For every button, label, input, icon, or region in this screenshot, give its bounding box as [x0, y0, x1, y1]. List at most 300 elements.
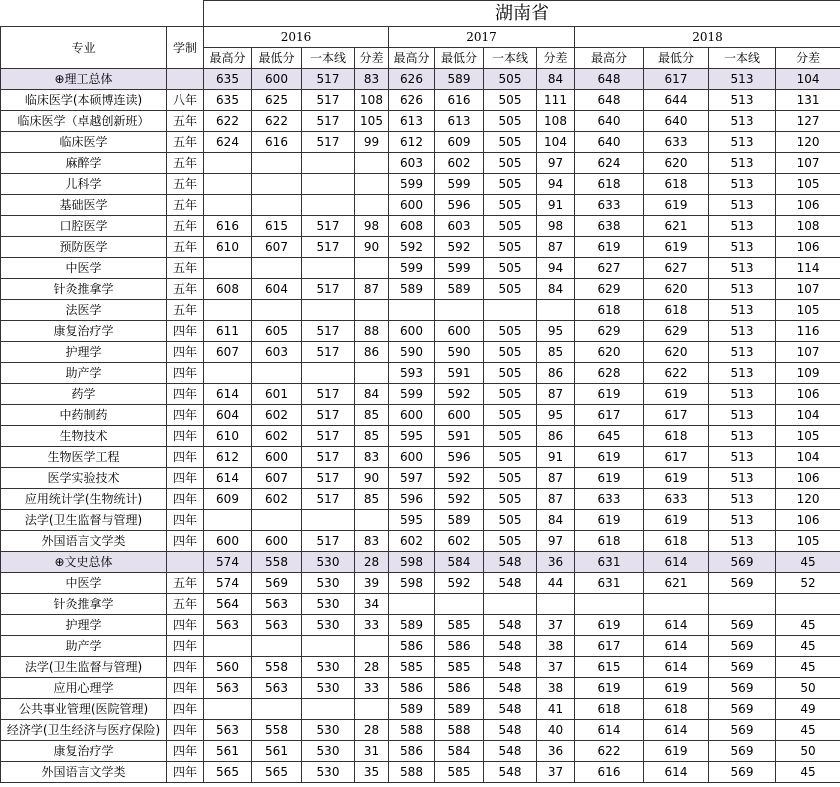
2018-first-tier-line: 513 — [709, 111, 776, 132]
table-row — [1, 741, 840, 762]
2016-max-score: 610 — [204, 237, 252, 258]
2017-max-score: 600 — [389, 195, 435, 216]
2018-max-score: 645 — [575, 426, 644, 447]
2017-min-score: 586 — [435, 636, 484, 657]
2017-min-score: 592 — [435, 384, 484, 405]
2017-max-score: 598 — [389, 552, 435, 573]
sub-header-2017-3: 分差 — [537, 48, 575, 69]
2017-max-score: 600 — [389, 447, 435, 468]
2017-score-gap: 97 — [537, 531, 575, 552]
2016-min-score: 563 — [252, 678, 302, 699]
major-name[interactable]: ⊕文史总体 — [1, 552, 167, 573]
2018-first-tier-line — [709, 594, 776, 615]
2016-max-score: 616 — [204, 216, 252, 237]
table-row — [1, 174, 840, 195]
2018-score-gap: 52 — [776, 573, 840, 594]
2018-first-tier-line: 513 — [709, 174, 776, 195]
2016-first-tier-line: 517 — [302, 69, 355, 90]
2016-min-score: 558 — [252, 657, 302, 678]
2016-score-gap — [355, 300, 389, 321]
2017-min-score: 599 — [435, 174, 484, 195]
2016-min-score: 558 — [252, 552, 302, 573]
2017-score-gap: 87 — [537, 489, 575, 510]
table-row — [1, 300, 840, 321]
sub-header-2018-1: 最低分 — [644, 48, 709, 69]
2018-min-score: 617 — [644, 405, 709, 426]
major-name: 护理学 — [1, 615, 167, 636]
2018-min-score: 620 — [644, 153, 709, 174]
2017-min-score: 596 — [435, 447, 484, 468]
2018-score-gap: 114 — [776, 258, 840, 279]
year-2017-header: 2017 — [389, 27, 575, 48]
2016-max-score — [204, 699, 252, 720]
2017-max-score: 588 — [389, 762, 435, 783]
table-row — [1, 384, 840, 405]
2016-min-score — [252, 300, 302, 321]
2018-min-score: 614 — [644, 762, 709, 783]
2017-max-score: 589 — [389, 615, 435, 636]
2017-min-score: 591 — [435, 363, 484, 384]
2016-score-gap: 85 — [355, 405, 389, 426]
2016-max-score — [204, 153, 252, 174]
table-row — [1, 594, 840, 615]
2016-first-tier-line — [302, 195, 355, 216]
2016-score-gap — [355, 510, 389, 531]
major-name: 助产学 — [1, 363, 167, 384]
sub-header-2017-1: 最低分 — [435, 48, 484, 69]
2016-score-gap — [355, 636, 389, 657]
2017-first-tier-line: 505 — [484, 90, 537, 111]
2018-min-score: 621 — [644, 573, 709, 594]
2016-score-gap: 28 — [355, 657, 389, 678]
2016-score-gap — [355, 153, 389, 174]
table-row — [1, 426, 840, 447]
2017-first-tier-line: 548 — [484, 552, 537, 573]
duration: 四年 — [167, 405, 204, 426]
2017-min-score: 591 — [435, 426, 484, 447]
2018-max-score: 619 — [575, 615, 644, 636]
2016-max-score — [204, 195, 252, 216]
2017-score-gap: 36 — [537, 552, 575, 573]
2016-first-tier-line: 517 — [302, 531, 355, 552]
2018-first-tier-line: 569 — [709, 741, 776, 762]
2017-min-score: 596 — [435, 195, 484, 216]
2016-max-score: 614 — [204, 468, 252, 489]
2017-score-gap: 104 — [537, 132, 575, 153]
2016-score-gap: 84 — [355, 384, 389, 405]
2017-max-score: 613 — [389, 111, 435, 132]
2018-first-tier-line: 513 — [709, 237, 776, 258]
2016-max-score: 610 — [204, 426, 252, 447]
table-row — [1, 447, 840, 468]
2017-first-tier-line: 548 — [484, 678, 537, 699]
duration: 四年 — [167, 678, 204, 699]
2016-min-score: 615 — [252, 216, 302, 237]
2016-score-gap: 83 — [355, 447, 389, 468]
major-name[interactable]: ⊕理工总体 — [1, 69, 167, 90]
2016-first-tier-line: 517 — [302, 342, 355, 363]
major-name: 康复治疗学 — [1, 321, 167, 342]
2017-min-score: 589 — [435, 279, 484, 300]
2016-first-tier-line — [302, 699, 355, 720]
2018-max-score: 619 — [575, 468, 644, 489]
duration: 五年 — [167, 300, 204, 321]
2016-first-tier-line: 517 — [302, 321, 355, 342]
2018-max-score: 616 — [575, 762, 644, 783]
2017-score-gap: 97 — [537, 153, 575, 174]
2018-max-score: 631 — [575, 552, 644, 573]
duration — [167, 69, 204, 90]
major-name: 临床医学(本硕博连读) — [1, 90, 167, 111]
duration: 五年 — [167, 174, 204, 195]
2018-min-score: 619 — [644, 741, 709, 762]
2016-max-score — [204, 258, 252, 279]
2016-first-tier-line — [302, 510, 355, 531]
2018-max-score: 619 — [575, 237, 644, 258]
2018-min-score: 619 — [644, 510, 709, 531]
2018-first-tier-line: 513 — [709, 69, 776, 90]
major-name: 法学(卫生监督与管理) — [1, 510, 167, 531]
2016-max-score: 561 — [204, 741, 252, 762]
2018-score-gap: 45 — [776, 762, 840, 783]
2017-min-score: 584 — [435, 552, 484, 573]
2018-max-score: 618 — [575, 174, 644, 195]
2016-min-score — [252, 510, 302, 531]
duration: 五年 — [167, 195, 204, 216]
duration: 四年 — [167, 384, 204, 405]
2016-max-score: 612 — [204, 447, 252, 468]
major-name: 中药制药 — [1, 405, 167, 426]
2016-max-score — [204, 636, 252, 657]
2016-first-tier-line — [302, 258, 355, 279]
2017-max-score: 626 — [389, 69, 435, 90]
summary-row — [1, 69, 840, 90]
2016-min-score: 563 — [252, 615, 302, 636]
2017-score-gap: 91 — [537, 195, 575, 216]
province-title: 湖南省 — [204, 1, 840, 27]
2017-score-gap: 36 — [537, 741, 575, 762]
2018-score-gap: 116 — [776, 321, 840, 342]
2016-min-score: 602 — [252, 426, 302, 447]
duration: 四年 — [167, 699, 204, 720]
major-name: 应用统计学(生物统计) — [1, 489, 167, 510]
table-row — [1, 636, 840, 657]
2018-score-gap: 127 — [776, 111, 840, 132]
2018-min-score: 618 — [644, 300, 709, 321]
2016-min-score: 607 — [252, 237, 302, 258]
2018-max-score: 620 — [575, 342, 644, 363]
2016-first-tier-line: 517 — [302, 216, 355, 237]
2016-max-score: 563 — [204, 678, 252, 699]
2017-min-score: 589 — [435, 510, 484, 531]
2017-min-score: 585 — [435, 657, 484, 678]
sub-header-2016-3: 分差 — [355, 48, 389, 69]
2017-score-gap: 91 — [537, 447, 575, 468]
2018-score-gap — [776, 594, 840, 615]
2016-max-score: 608 — [204, 279, 252, 300]
2017-first-tier-line: 505 — [484, 279, 537, 300]
major-name: 麻醉学 — [1, 153, 167, 174]
2016-max-score: 565 — [204, 762, 252, 783]
2017-max-score: 586 — [389, 741, 435, 762]
2018-first-tier-line: 569 — [709, 615, 776, 636]
table-row — [1, 657, 840, 678]
2018-max-score: 619 — [575, 384, 644, 405]
2016-score-gap: 83 — [355, 69, 389, 90]
2018-score-gap: 106 — [776, 510, 840, 531]
2016-first-tier-line: 517 — [302, 405, 355, 426]
duration: 五年 — [167, 111, 204, 132]
sub-header-2018-3: 分差 — [776, 48, 840, 69]
2016-score-gap — [355, 363, 389, 384]
2018-min-score: 618 — [644, 699, 709, 720]
2018-first-tier-line: 569 — [709, 678, 776, 699]
2018-max-score: 629 — [575, 279, 644, 300]
table-row — [1, 762, 840, 783]
2017-min-score: 600 — [435, 321, 484, 342]
major-name: 中医学 — [1, 573, 167, 594]
2018-min-score: 627 — [644, 258, 709, 279]
2017-score-gap: 94 — [537, 258, 575, 279]
2016-min-score: 569 — [252, 573, 302, 594]
2017-first-tier-line: 548 — [484, 573, 537, 594]
2016-score-gap: 39 — [355, 573, 389, 594]
table-row — [1, 720, 840, 741]
2018-score-gap: 106 — [776, 468, 840, 489]
major-name: 生物医学工程 — [1, 447, 167, 468]
table-row — [1, 195, 840, 216]
2017-max-score: 592 — [389, 237, 435, 258]
2018-first-tier-line: 513 — [709, 426, 776, 447]
2016-max-score: 611 — [204, 321, 252, 342]
2017-max-score: 612 — [389, 132, 435, 153]
2017-score-gap: 87 — [537, 468, 575, 489]
2017-min-score: 592 — [435, 237, 484, 258]
2016-min-score: 625 — [252, 90, 302, 111]
2017-score-gap: 38 — [537, 636, 575, 657]
2017-min-score: 603 — [435, 216, 484, 237]
2017-min-score — [435, 594, 484, 615]
2017-max-score: 586 — [389, 678, 435, 699]
2017-min-score: 590 — [435, 342, 484, 363]
2016-score-gap: 33 — [355, 615, 389, 636]
2018-min-score: 614 — [644, 636, 709, 657]
sub-header-2016-0: 最高分 — [204, 48, 252, 69]
2018-score-gap: 107 — [776, 153, 840, 174]
2017-score-gap: 84 — [537, 69, 575, 90]
2016-score-gap: 28 — [355, 552, 389, 573]
2018-min-score: 620 — [644, 279, 709, 300]
2018-score-gap: 45 — [776, 636, 840, 657]
2018-first-tier-line: 513 — [709, 279, 776, 300]
major-name: 口腔医学 — [1, 216, 167, 237]
2016-min-score: 561 — [252, 741, 302, 762]
2016-min-score: 600 — [252, 69, 302, 90]
2016-min-score: 607 — [252, 468, 302, 489]
2017-first-tier-line: 548 — [484, 615, 537, 636]
2016-min-score: 563 — [252, 594, 302, 615]
table-row — [1, 531, 840, 552]
2017-min-score: 589 — [435, 699, 484, 720]
2018-max-score: 619 — [575, 447, 644, 468]
2016-score-gap: 83 — [355, 531, 389, 552]
2017-first-tier-line: 505 — [484, 531, 537, 552]
2018-max-score: 638 — [575, 216, 644, 237]
duration: 四年 — [167, 447, 204, 468]
2018-score-gap: 131 — [776, 90, 840, 111]
table-row — [1, 615, 840, 636]
2018-score-gap: 105 — [776, 300, 840, 321]
2016-max-score: 574 — [204, 573, 252, 594]
2016-max-score: 607 — [204, 342, 252, 363]
2018-max-score: 624 — [575, 153, 644, 174]
2017-max-score: 588 — [389, 720, 435, 741]
2017-first-tier-line: 505 — [484, 363, 537, 384]
2018-min-score: 622 — [644, 363, 709, 384]
2016-min-score: 605 — [252, 321, 302, 342]
major-column-header: 专业 — [1, 27, 167, 69]
2018-first-tier-line: 569 — [709, 699, 776, 720]
duration: 四年 — [167, 720, 204, 741]
2018-first-tier-line: 569 — [709, 573, 776, 594]
duration-column-header: 学制 — [167, 27, 204, 69]
2017-first-tier-line: 505 — [484, 174, 537, 195]
2016-first-tier-line: 517 — [302, 132, 355, 153]
duration: 五年 — [167, 237, 204, 258]
2016-max-score — [204, 174, 252, 195]
2016-max-score: 635 — [204, 90, 252, 111]
2017-score-gap: 94 — [537, 174, 575, 195]
2017-score-gap: 40 — [537, 720, 575, 741]
table-row — [1, 363, 840, 384]
2016-score-gap: 87 — [355, 279, 389, 300]
2017-first-tier-line: 548 — [484, 657, 537, 678]
2016-score-gap: 33 — [355, 678, 389, 699]
2016-score-gap: 108 — [355, 90, 389, 111]
table-row — [1, 678, 840, 699]
2016-min-score — [252, 195, 302, 216]
2017-max-score: 595 — [389, 510, 435, 531]
2017-max-score: 603 — [389, 153, 435, 174]
2017-min-score: 584 — [435, 741, 484, 762]
duration: 五年 — [167, 258, 204, 279]
2017-min-score: 616 — [435, 90, 484, 111]
table-row — [1, 321, 840, 342]
2018-min-score: 617 — [644, 447, 709, 468]
2018-score-gap: 49 — [776, 699, 840, 720]
2018-min-score: 618 — [644, 531, 709, 552]
2017-first-tier-line: 505 — [484, 342, 537, 363]
sub-header-2016-2: 一本线 — [302, 48, 355, 69]
2018-max-score: 631 — [575, 573, 644, 594]
2016-score-gap — [355, 258, 389, 279]
2017-max-score: 589 — [389, 279, 435, 300]
2016-score-gap: 28 — [355, 720, 389, 741]
2017-min-score: 613 — [435, 111, 484, 132]
2017-max-score: 596 — [389, 489, 435, 510]
2017-max-score: 599 — [389, 384, 435, 405]
2018-first-tier-line: 513 — [709, 90, 776, 111]
major-name: 法医学 — [1, 300, 167, 321]
sub-header-2017-0: 最高分 — [389, 48, 435, 69]
2016-first-tier-line: 517 — [302, 468, 355, 489]
2017-score-gap — [537, 594, 575, 615]
2016-first-tier-line: 517 — [302, 489, 355, 510]
2017-score-gap: 37 — [537, 762, 575, 783]
2018-max-score: 648 — [575, 90, 644, 111]
2016-first-tier-line: 530 — [302, 762, 355, 783]
2017-first-tier-line: 548 — [484, 636, 537, 657]
2017-first-tier-line: 548 — [484, 699, 537, 720]
2017-max-score — [389, 300, 435, 321]
2018-score-gap: 105 — [776, 426, 840, 447]
2017-score-gap — [537, 300, 575, 321]
sub-header-2018-0: 最高分 — [575, 48, 644, 69]
2018-min-score: 618 — [644, 426, 709, 447]
2017-first-tier-line: 505 — [484, 153, 537, 174]
2018-score-gap: 105 — [776, 531, 840, 552]
2018-first-tier-line: 513 — [709, 510, 776, 531]
2017-max-score: 600 — [389, 321, 435, 342]
duration: 四年 — [167, 636, 204, 657]
2017-first-tier-line: 505 — [484, 468, 537, 489]
duration: 四年 — [167, 426, 204, 447]
2016-min-score — [252, 699, 302, 720]
duration: 四年 — [167, 615, 204, 636]
2017-max-score: 608 — [389, 216, 435, 237]
duration: 四年 — [167, 531, 204, 552]
2016-max-score: 635 — [204, 69, 252, 90]
major-name: 助产学 — [1, 636, 167, 657]
2018-first-tier-line: 513 — [709, 363, 776, 384]
2017-first-tier-line: 505 — [484, 258, 537, 279]
2017-max-score: 590 — [389, 342, 435, 363]
2017-score-gap: 86 — [537, 426, 575, 447]
2017-score-gap: 37 — [537, 657, 575, 678]
2018-max-score: 622 — [575, 741, 644, 762]
2018-score-gap: 104 — [776, 405, 840, 426]
table-row — [1, 342, 840, 363]
2018-max-score: 617 — [575, 636, 644, 657]
2018-min-score: 614 — [644, 657, 709, 678]
2018-min-score: 633 — [644, 132, 709, 153]
2018-max-score: 648 — [575, 69, 644, 90]
2018-max-score: 615 — [575, 657, 644, 678]
2018-first-tier-line: 513 — [709, 405, 776, 426]
2016-score-gap: 31 — [355, 741, 389, 762]
2016-score-gap: 86 — [355, 342, 389, 363]
2018-first-tier-line: 513 — [709, 258, 776, 279]
2016-min-score — [252, 258, 302, 279]
2016-score-gap: 90 — [355, 468, 389, 489]
table-row — [1, 90, 840, 111]
2016-min-score: 602 — [252, 405, 302, 426]
duration — [167, 552, 204, 573]
2018-first-tier-line: 513 — [709, 195, 776, 216]
2017-min-score: 592 — [435, 468, 484, 489]
table-body — [1, 69, 840, 783]
2017-min-score: 592 — [435, 573, 484, 594]
2018-first-tier-line: 513 — [709, 321, 776, 342]
2018-first-tier-line: 569 — [709, 636, 776, 657]
2018-score-gap: 106 — [776, 237, 840, 258]
2016-score-gap: 99 — [355, 132, 389, 153]
2018-max-score — [575, 594, 644, 615]
2017-score-gap: 95 — [537, 321, 575, 342]
2018-min-score: 614 — [644, 552, 709, 573]
duration: 五年 — [167, 153, 204, 174]
2017-first-tier-line: 505 — [484, 132, 537, 153]
